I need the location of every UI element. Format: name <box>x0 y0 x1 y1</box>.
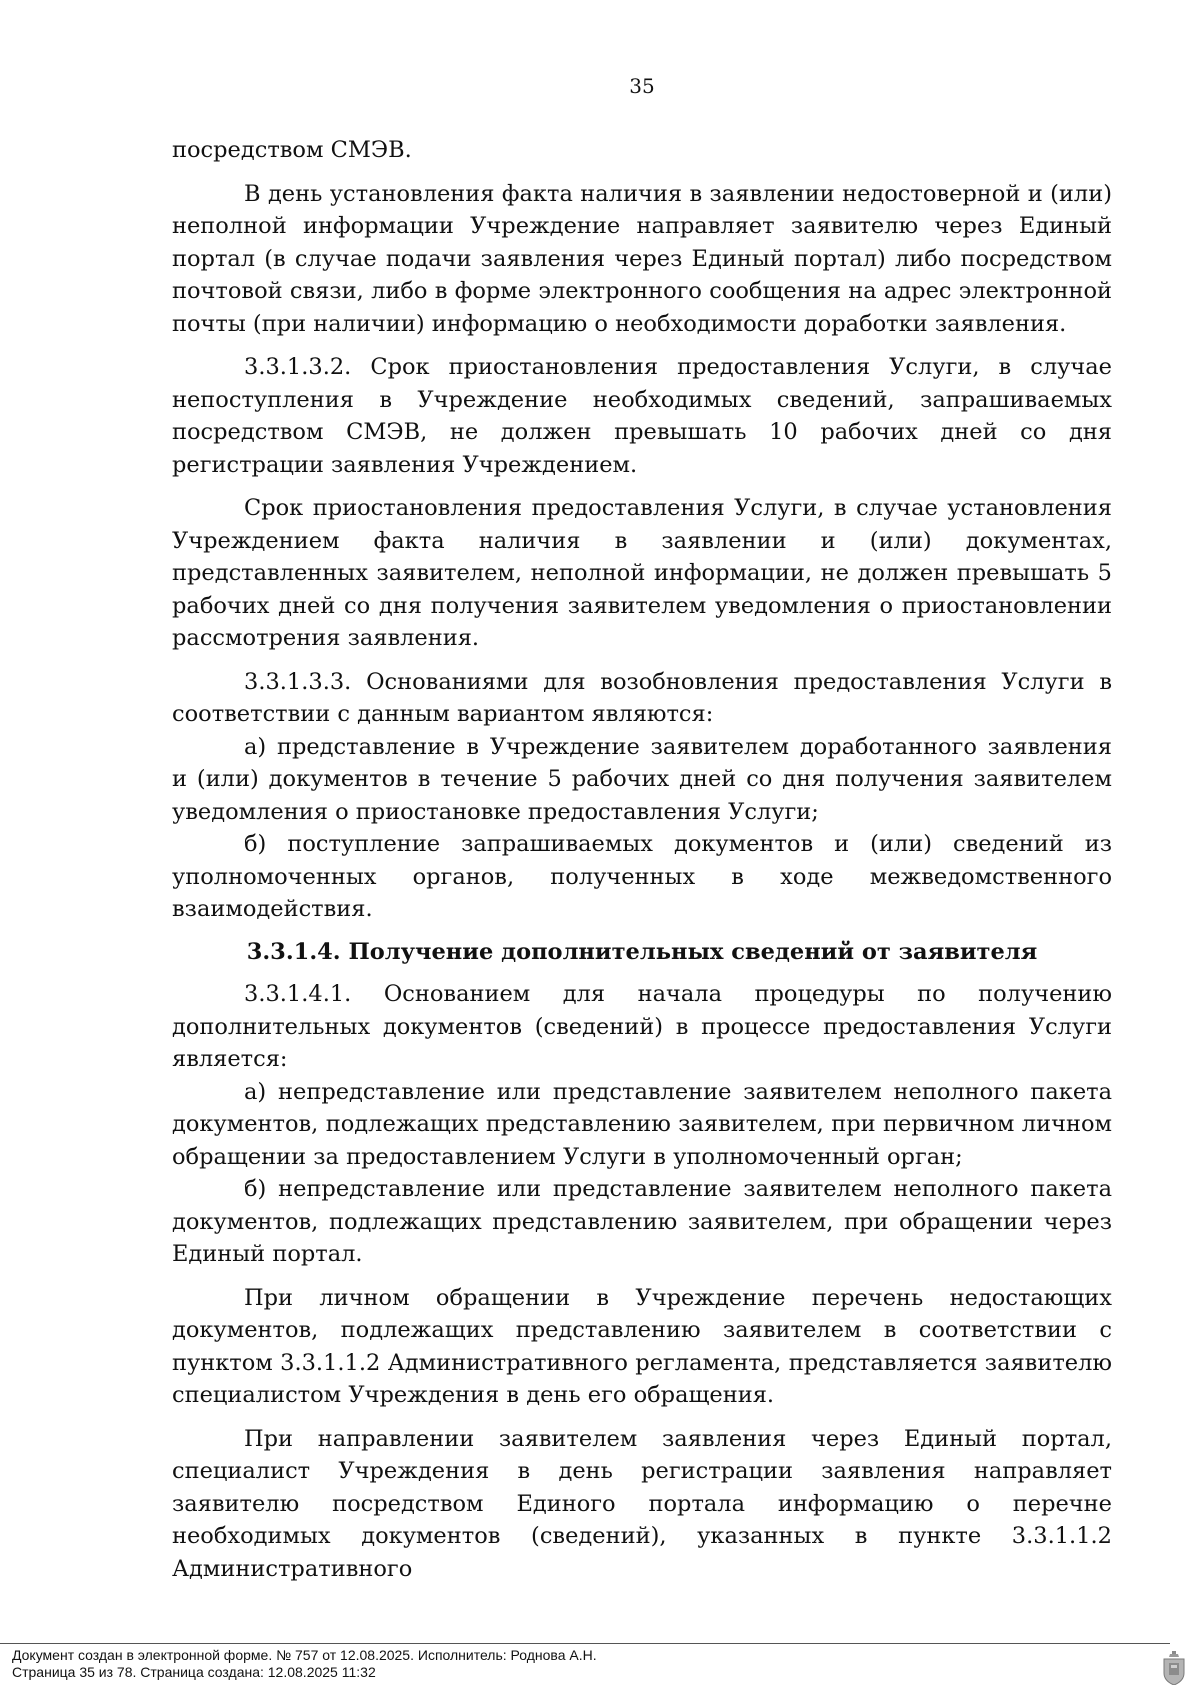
footer-divider <box>0 1643 1170 1644</box>
paragraph: Срок приостановления предоставления Услуги, в случае установления Учреждением факта наличия в заявлении и (или) документах, представленных заявителем, неполной информации, не должен превышать 5 рабочих дней со дня получения заявителем уведомления о приостановлении рассмотрения заявления. <box>172 495 1112 651</box>
paragraph: 3.3.1.3.2. Срок приостановления предоставления Услуги, в случае непоступления в Учреждение необходимых сведений, запрашиваемых посредством СМЭВ, не должен превышать 10 рабочих дней со дня регистрации заявления Учреждением. <box>172 354 1112 478</box>
paragraph: посредством СМЭВ. <box>172 137 412 163</box>
list-item: б) непредставление или представление заявителем неполного пакета документов, подлежащих представлению заявителем, при обращении через Единый портал. <box>172 1176 1112 1267</box>
paragraph: 3.3.1.4.1. Основанием для начала процедуры по получению дополнительных документов (сведений) в процессе предоставления Услуги является: <box>172 981 1112 1072</box>
list-item: б) поступление запрашиваемых документов и (или) сведений из уполномоченных органов, полученных в ходе межведомственного взаимодействия. <box>172 831 1112 922</box>
coat-of-arms-icon <box>1162 1651 1186 1685</box>
paragraph: При личном обращении в Учреждение перечень недостающих документов, подлежащих представлению заявителем в соответствии с пунктом 3.3.1.1.2 Административного регламента, представляется заявителю специалистом Учреждения в день его обращения. <box>172 1284 1112 1408</box>
list-item: а) непредставление или представление заявителем неполного пакета документов, подлежащих представлению заявителем, при первичном личном обращении за предоставлением Услуги в уполномоченный орган; <box>172 1078 1112 1170</box>
section-heading: 3.3.1.4. Получение дополнительных сведений от заявителя <box>246 938 1038 965</box>
footer-document-info: Документ создан в электронной форме. № 757 от 12.08.2025. Исполнитель: Роднова А.Н. <box>12 1647 597 1663</box>
page-number: 35 <box>629 74 655 98</box>
paragraph: 3.3.1.3.3. Основаниями для возобновления предоставления Услуги в соответствии с данным вариантом являются: <box>172 668 1112 727</box>
list-item: а) представление в Учреждение заявителем доработанного заявления и (или) документов в течение 5 рабочих дней со дня получения заявителем уведомления о приостановке предоставления Услуги; <box>172 733 1112 825</box>
paragraph: В день установления факта наличия в заявлении недостоверной и (или) неполной информации Учреждение направляет заявителю через Единый портал (в случае подачи заявления через Единый портал) либо посредством почтовой связи, либо в форме электронного сообщения на адрес электронной почты (при наличии) информацию о необходимости доработки заявления. <box>172 180 1112 337</box>
footer-page-info: Страница 35 из 78. Страница создана: 12.08.2025 11:32 <box>12 1664 376 1680</box>
document-footer <box>12 1647 597 1681</box>
document-body <box>172 134 1112 1585</box>
paragraph: При направлении заявителем заявления через Единый портал, специалист Учреждения в день регистрации заявления направляет заявителю посредством Единого портала информацию о перечне необходимых документов (сведений), указанных в пункте 3.3.1.1.2 Административного <box>172 1425 1112 1582</box>
